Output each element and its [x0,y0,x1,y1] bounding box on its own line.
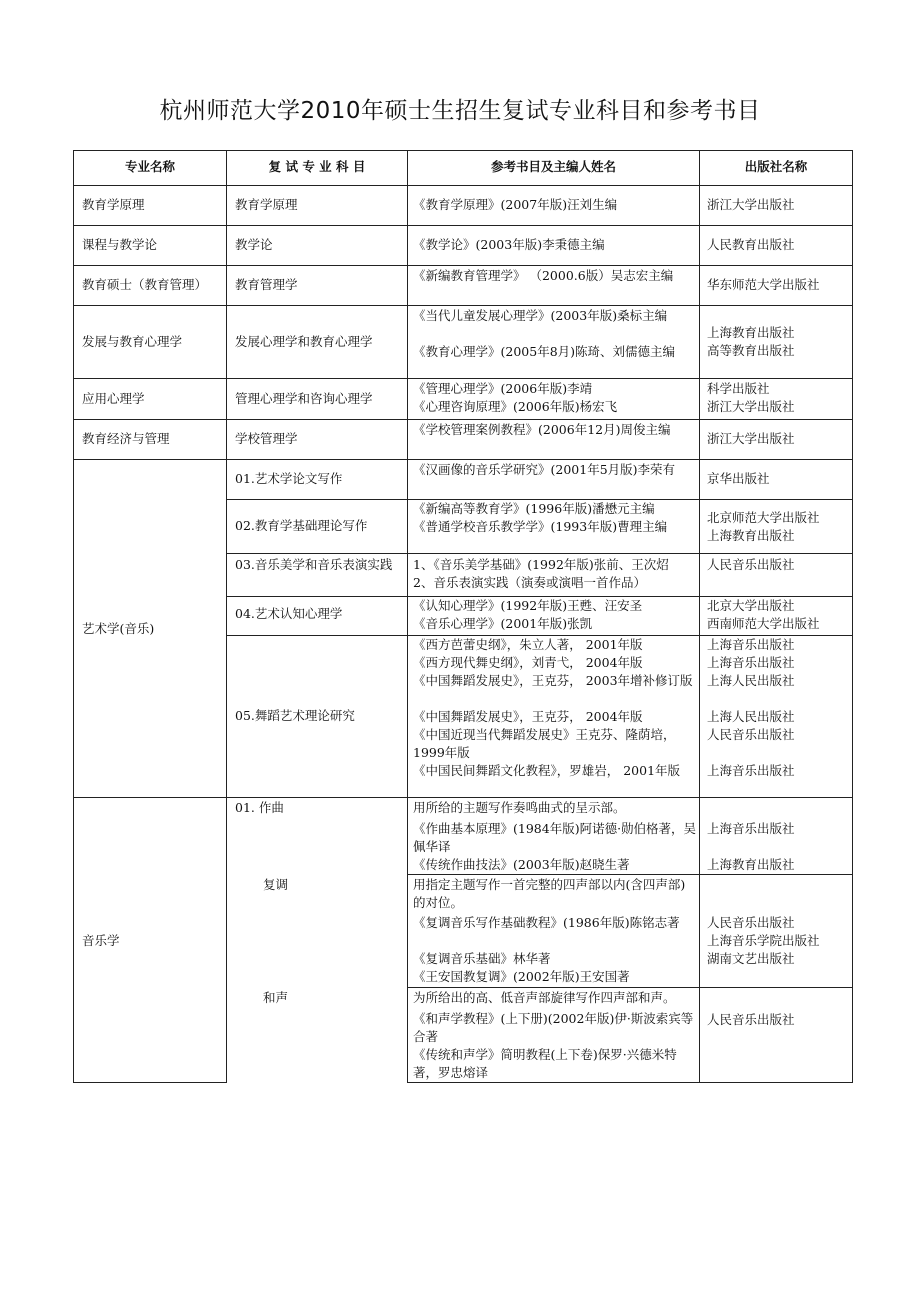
music-book: 《和声学教程》(上下册)(2002年版)伊·斯波索宾等合著 [413,1011,694,1044]
table-row-book: 《管理心理学》(2006年版)李靖 [413,381,593,396]
art-subject: 04.艺术认知心理学 [235,606,343,621]
music-book: 《王安国教复调》(2002年版)王安国著 [413,969,630,984]
table-row-book: 《教学论》(2003年版)李秉德主编 [413,237,605,252]
art-publisher: 人民音乐出版社 [707,727,795,742]
table-row-book: 《教育学原理》(2007年版)汪刘生编 [413,197,618,212]
music-publisher: 人民音乐出版社 [707,915,795,930]
art-book: 《中国舞蹈发展史》，王克芬， 2003年增补修订版 [413,673,693,688]
art-subject: 02.教育学基础理论写作 [235,518,368,533]
table-row-publisher: 上海教育出版社 [707,325,795,340]
art-publisher: 上海音乐出版社 [707,655,795,670]
art-book: 《西方芭蕾史纲》，朱立人著， 2001年版 [413,637,643,652]
art-book: 《中国舞蹈发展史》，王克芬， 2004年版 [413,709,643,724]
art-book: 《汉画像的音乐学研究》(2001年5月版)李荣有 [413,462,676,477]
header-subject: 复 试 专 业 科 目 [268,159,366,174]
table-row-publisher: 浙江大学出版社 [707,431,795,446]
table-row-major: 教育经济与管理 [82,431,170,446]
table-row-major: 教育硕士（教育管理） [82,277,208,292]
music-book: 《作曲基本原理》(1984年版)阿诺德·勋伯格著，吴佩华译 [413,821,697,854]
music-book: 《传统和声学》简明教程(上下卷)保罗·兴德米特著，罗忠熔译 [413,1047,677,1080]
art-book: 《普通学校音乐教学学》(1993年版)曹理主编 [413,519,668,534]
art-publisher: 上海音乐出版社 [707,763,795,778]
music-task: 为所给出的高、低音声部旋律写作四声部和声。 [413,990,676,1005]
art-publisher: 上海人民出版社 [707,709,795,724]
music-publisher: 上海教育出版社 [707,857,795,872]
table-row-publisher: 人民教育出版社 [707,237,795,252]
art-book: 2、音乐表演实践（演奏或演唱一首作品） [413,575,646,590]
art-book: 《认知心理学》(1992年版)王甦、汪安圣 [413,598,643,613]
table-row-major: 应用心理学 [82,391,145,406]
art-publisher: 北京大学出版社 [707,598,795,613]
header-major: 专业名称 [124,159,175,174]
music-task: 用所给的主题写作奏鸣曲式的呈示部。 [413,800,626,815]
art-book: 《中国民间舞蹈文化教程》，罗雄岩， 2001年版 [413,763,681,778]
music-book: 《复调音乐写作基础教程》(1986年版)陈铭志著 [413,915,680,930]
table-row-book: 《学校管理案例教程》(2006年12月)周俊主编 [413,422,671,437]
art-publisher: 京华出版社 [707,471,770,486]
art-publisher: 北京师范大学出版社 [707,510,820,525]
music-publisher: 上海音乐出版社 [707,821,795,836]
table-row-subject: 教学论 [235,237,273,252]
table-row-major: 课程与教学论 [82,237,158,252]
table-row-publisher: 华东师范大学出版社 [707,277,820,292]
table-row-book: 《当代儿童发展心理学》(2003年版)桑标主编 [413,308,668,323]
art-book: 1、《音乐美学基础》(1992年版)张前、王次炤 [413,557,669,572]
table-row-subject: 发展心理学和教育心理学 [235,334,373,349]
table-row-book: 《教育心理学》(2005年8月)陈琦、刘儒德主编 [413,344,676,359]
table-row-subject: 管理心理学和咨询心理学 [235,391,373,406]
art-book: 《新编高等教育学》(1996年版)潘懋元主编 [413,501,655,516]
music-subject: 和声 [263,990,289,1005]
header-publisher: 出版社名称 [744,159,808,174]
table-row-subject: 教育管理学 [235,277,298,292]
music-task: 用指定主题写作一首完整的四声部以内(含四声部)的对位。 [413,877,686,910]
table-row-major: 发展与教育心理学 [82,334,183,349]
art-major: 艺术学(音乐) [82,621,155,636]
table-row-major: 教育学原理 [82,197,145,212]
art-subject: 01.艺术学论文写作 [235,471,343,486]
art-publisher: 上海音乐出版社 [707,637,795,652]
table-row-book: 《心理咨询原理》(2006年版)杨宏飞 [413,399,618,414]
art-book: 《中国近现当代舞蹈发展史》王克芬、隆荫培，1999年版 [413,727,676,760]
art-subject: 05.舞蹈艺术理论研究 [235,708,355,723]
table-row-subject: 学校管理学 [235,431,298,446]
table-row-publisher: 浙江大学出版社 [707,197,795,212]
art-book: 《西方现代舞史纲》，刘青弋， 2004年版 [413,655,643,670]
music-book: 《复调音乐基础》林华著 [413,951,551,966]
art-publisher: 人民音乐出版社 [707,557,795,572]
art-book: 《音乐心理学》(2001年版)张凯 [413,616,593,631]
music-major: 音乐学 [82,933,120,948]
music-subject: 01. 作曲 [235,800,284,815]
table-row-subject: 教育学原理 [235,197,298,212]
table-row-publisher: 浙江大学出版社 [707,399,795,414]
music-book: 《传统作曲技法》(2003年版)赵晓生著 [413,857,630,872]
art-publisher: 西南师范大学出版社 [707,616,820,631]
art-subject: 03.音乐美学和音乐表演实践 [235,557,393,572]
table-row-publisher: 高等教育出版社 [707,343,795,358]
music-publisher: 人民音乐出版社 [707,1012,795,1027]
art-publisher: 上海人民出版社 [707,673,795,688]
page-title: 杭州师范大学2010年硕士生招生复试专业科目和参考书目 [159,98,761,124]
music-publisher: 上海音乐学院出版社 [707,933,820,948]
art-publisher: 上海教育出版社 [707,528,795,543]
table-row-book: 《新编教育管理学》 （2000.6版）吴志宏主编 [413,268,674,283]
table-row-publisher: 科学出版社 [707,381,770,396]
music-subject: 复调 [263,877,289,892]
music-publisher: 湖南文艺出版社 [707,951,795,966]
header-books: 参考书目及主编人姓名 [490,159,616,174]
